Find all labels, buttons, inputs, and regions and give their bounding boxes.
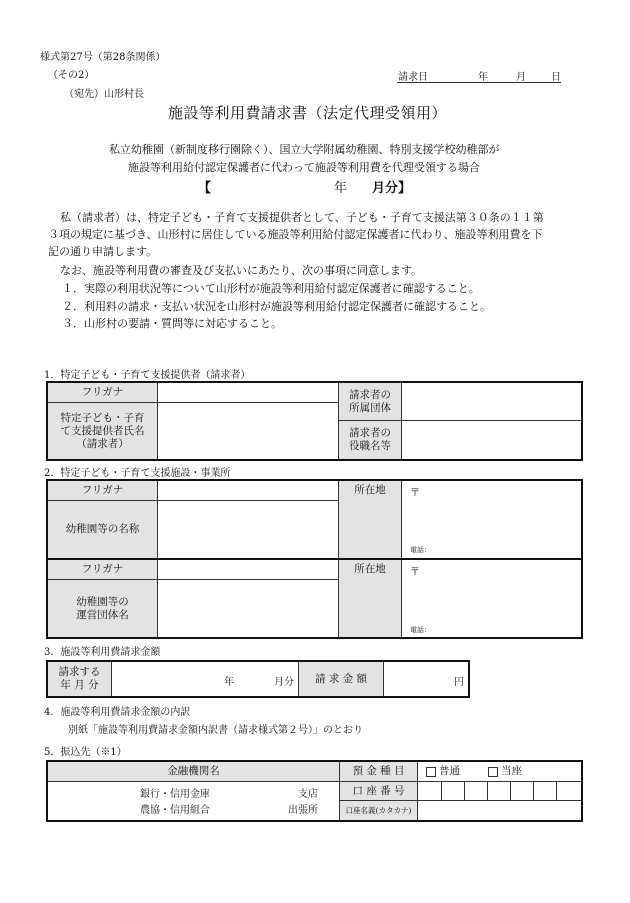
s2-tel2-label: 電話： [410,626,431,634]
toza-label: 当座 [501,765,522,777]
s3-yen: 円 [454,677,464,688]
request-date-day: 日 [551,72,561,83]
s1-name-label: 特定子ども・子育 て支援提供者氏名 （請求者） [48,403,158,459]
s2-name2-label: 幼稚園等の 運営団体名 [48,580,158,637]
s2-furigana1-input[interactable] [158,481,338,501]
s1-affiliation-label: 請求者の 所属団体 [338,383,402,421]
s5-account-type-options [418,762,581,782]
request-date-month: 月 [516,72,526,83]
subtitle-line2: 施設等利用給付認定保護者に代わって施設等利用費を代理受領する場合 [128,161,480,174]
s1-position-label: 請求者の 役職名等 [338,421,402,459]
s3-amount-label: 請 求 金 額 [298,662,384,696]
page-title: 施設等利用費請求書（法定代理受領用） [168,104,448,122]
request-date-label: 請求日 [398,72,428,83]
s5-account-no-label: 口 座 番 号 [340,782,418,801]
s1-name-input[interactable] [158,403,338,459]
form-number: 様式第27号（第28条関係） [40,52,166,63]
s1-position-input[interactable] [402,421,581,459]
s5-bank-type1: 銀行・信用金庫 [140,789,210,800]
s5-account-type-label: 預 金 種 目 [340,762,418,782]
form-variant: （その2） [48,70,95,81]
s2-name1-input[interactable] [158,501,338,558]
s2-postal1-mark: 〒 [410,488,420,499]
s3-period-input[interactable] [112,662,298,696]
consent-item-2: ２．利用料の請求・支払い状況を山形村が施設等利用給付認定保護者に確認すること。 [62,300,491,313]
s5-account-name-label: 口座名義(カタカナ) [340,801,418,820]
body-paragraph-2: なお、施設等利用費の審査及び支払いにあたり、次の事項に同意します。 [60,264,423,277]
body-paragraph-1a: 私（請求者）は、特定子ども・子育て支援提供者として、子ども・子育て支援法第３０条の１１第 [60,211,544,224]
body-paragraph-1c: 記の通り申請します。 [48,245,158,258]
s3-period-label: 請求する 年 月 分 [48,662,112,696]
s3-year: 年 [224,677,234,688]
futsu-checkbox[interactable] [426,767,436,777]
s5-branch: 支店 [298,789,318,800]
s2-name2-input[interactable] [158,580,338,637]
section4-heading: 4．施設等利用費請求金額の内訳 [44,707,191,718]
section1-heading: 1．特定子ども・子育て支援提供者（請求者） [44,370,251,381]
period-year: 年 [334,181,348,196]
s2-tel1-label: 電話： [410,546,431,554]
period-bracket-open: 【 [198,181,212,196]
s5-bank-type2: 農協・信用組合 [140,805,210,816]
s2-name1-label: 幼稚園等の名称 [48,501,158,558]
s5-account-name-input[interactable] [418,801,581,820]
s2-furigana2-label: フリガナ [48,560,158,580]
s2-furigana2-input[interactable] [158,560,338,580]
s5-sub-branch: 出張所 [288,805,318,816]
addressee: （宛先）山形村長 [64,89,144,100]
period-month: 月分】 [372,181,412,196]
section2-heading: 2．特定子ども・子育て支援施設・事業所 [44,468,231,479]
request-date-year: 年 [478,72,488,83]
s2-postal2-mark: 〒 [410,567,420,578]
s2-address1-label: 所在地 [338,481,402,558]
section3-heading: 3．施設等利用費請求金額 [44,647,161,658]
s5-bank-label: 金融機関名 [48,762,340,782]
s2-address2-label: 所在地 [338,560,402,637]
section5-table [46,760,583,822]
section5-heading: 5．振込先（※1） [44,747,127,758]
subtitle-line1: 私立幼稚園（新制度移行園除く）、国立大学附属幼稚園、特別支援学校幼稚部が [109,143,500,156]
s1-furigana-input[interactable] [158,383,338,403]
s3-month: 月分 [274,677,294,688]
body-paragraph-1b: ３項の規定に基づき、山形村に居住している施設等利用給付認定保護者に代わり、施設等利用費を下 [48,228,543,241]
section4-text: 別紙「施設等利用費請求金額内訳書（請求様式第２号）」のとおり [68,725,363,736]
section3-table [46,660,470,698]
consent-item-3: ３．山形村の要請・質問等に対応すること。 [62,317,282,330]
toza-checkbox[interactable] [488,767,498,777]
s1-affiliation-input[interactable] [402,383,581,421]
s2-furigana1-label: フリガナ [48,481,158,501]
consent-item-1: １．実際の利用状況等について山形村が施設等利用給付認定保護者に確認すること。 [62,282,480,295]
section2-table [46,479,583,639]
futsu-label: 普通 [439,765,460,777]
s1-furigana-label: フリガナ [48,383,158,403]
section1-table [46,381,583,461]
